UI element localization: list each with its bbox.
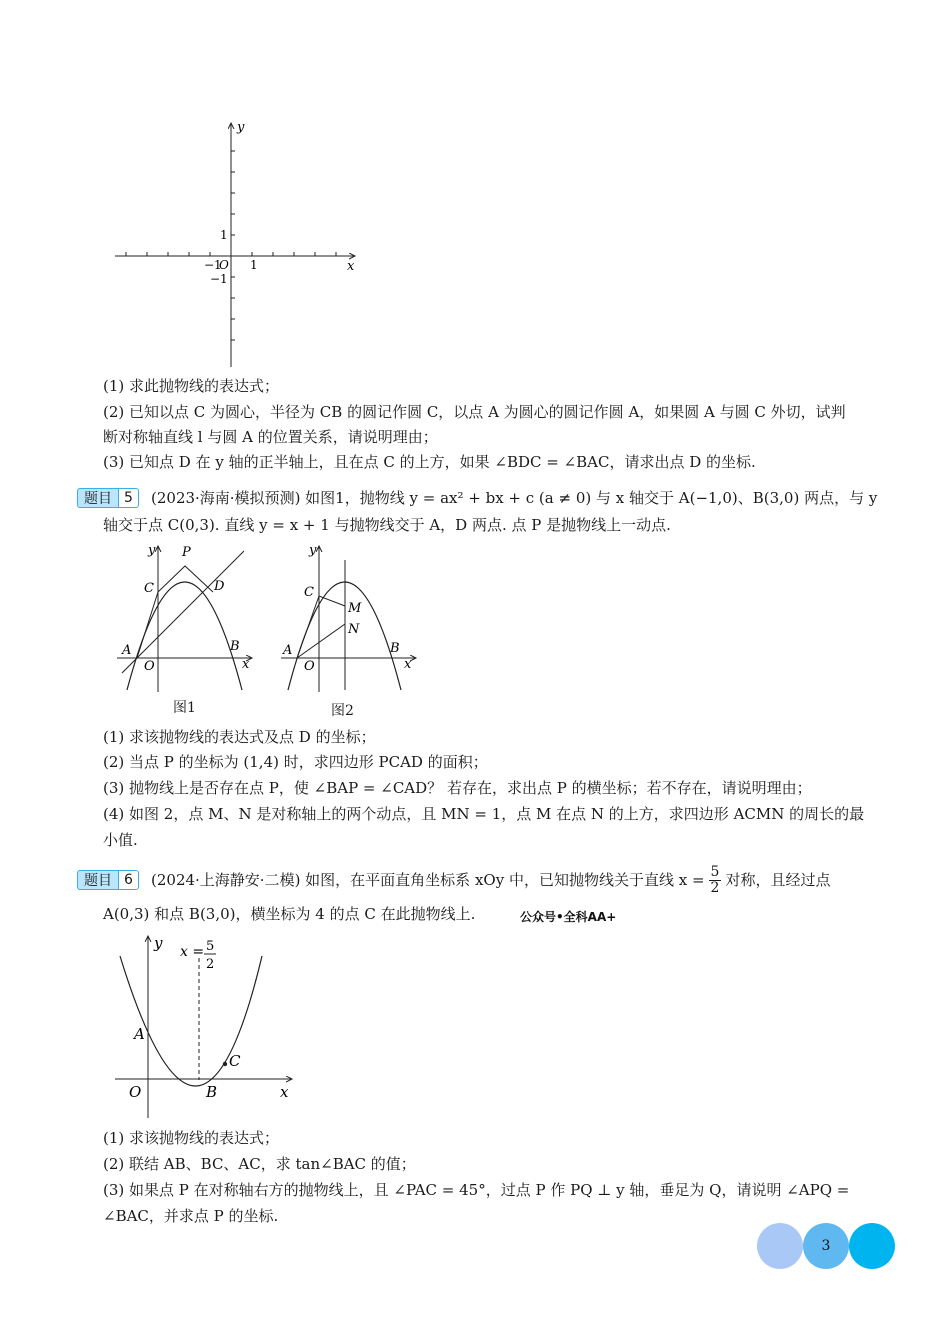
fig2-label-C: C [304,585,314,600]
fig2-label-N: N [348,622,360,637]
problem-5-tag [77,488,139,508]
fraction-numerator: 5 [710,863,720,880]
origin-label: O [219,258,229,272]
p4-question-2-line1: (2) 已知以点 C 为圆心，半径为 CB 的圆记作圆 C，以点 A 为圆心的圆记作圆 A，如果圆 A 与圆 C 外切，试判 [103,403,846,421]
fig1-label-x: x [242,657,250,672]
empty-coordinate-grid [110,115,370,375]
p6-stem-line2: A(0,3) 和点 B(3,0)，横坐标为 4 的点 C 在此抛物线上. [103,905,476,923]
p5-question-2: (2) 当点 P 的坐标为 (1,4) 时，求四边形 PCAD 的面积； [103,753,488,771]
fig1-label-D: D [214,579,225,594]
fig1-label-B: B [230,639,240,654]
p6-fig-label-y: y [154,934,163,952]
p5-stem-line2: 轴交于点 C(0,3). 直线 y = x + 1 与抛物线交于 A，D 两点. 点 P 是抛物线上一动点. [103,516,671,534]
fig1-label-O: O [144,659,155,674]
fig1-label-y: y [148,543,156,558]
tick-label-y-minus1: −1 [210,272,228,286]
p6-stem-post: 对称，且经过点 [725,871,831,889]
p6-fig-label-A: A [134,1025,145,1043]
p6-fig-label-C: C [229,1052,241,1070]
fig1-label-P: P [182,545,191,560]
p4-question-1: (1) 求此抛物线的表达式； [103,377,280,395]
p5-question-1: (1) 求该抛物线的表达式及点 D 的坐标； [103,728,376,746]
p6-fig-label-B: B [206,1083,218,1101]
fig1-label-A: A [122,643,132,658]
p6-fig-line-x: x = [180,944,205,960]
p5-question-3: (3) 抛物线上是否存在点 P，使 ∠BAP = ∠CAD？ 若存在，求出点 P 的横坐标；若不存在，请说明理由； [103,779,812,797]
p6-stem-fraction [709,865,722,896]
p5-question-4-line2: 小值. [103,831,138,849]
p6-fig-label-O: O [129,1083,142,1101]
axis-y-label: y [237,120,245,135]
axis-x-label: x [347,259,355,274]
fig1-label-C: C [144,581,154,596]
p4-question-3: (3) 已知点 D 在 y 轴的正半轴上，且在点 C 的上方，如果 ∠BDC = ∠BAC，请求出点 D 的坐标. [103,453,756,471]
p6-stem-pre: (2024·上海静安·二模) 如图，在平面直角坐标系 xOy 中，已知抛物线关于直线 x = [151,871,705,889]
p5-question-4-line1: (4) 如图 2，点 M、N 是对称轴上的两个动点，且 MN = 1，点 M 在点 N 的上方，求四边形 ACMN 的周长的最 [103,805,865,823]
fig2-label-O: O [304,659,315,674]
fraction-denominator: 2 [710,879,720,896]
p5-figure-2 [276,540,426,720]
p6-question-1: (1) 求该抛物线的表达式； [103,1129,280,1147]
tick-label-x-minus1: −1 [204,258,222,272]
fig1-caption: 图1 [173,700,196,716]
problem-tag-label: 题目 [77,488,118,508]
tick-label-x-1: 1 [250,258,258,272]
fig2-caption: 图2 [331,703,354,719]
p6-question-2: (2) 联结 AB、BC、AC，求 tan∠BAC 的值； [103,1155,416,1173]
p6-fig-label-x: x [280,1083,289,1101]
p6-figure [110,930,310,1130]
fig2-label-y: y [309,543,317,558]
p6-fig-line-num: 5 [206,939,215,954]
page-number-badge [803,1223,849,1269]
page-number: 3 [821,1238,831,1254]
fig2-label-M: M [348,601,362,616]
p5-stem-line1: (2023·海南·模拟预测) 如图1，抛物线 y = ax² + bx + c (a ≠ 0) 与 x 轴交于 A(−1,0)、B(3,0) 两点，与 y [151,489,878,507]
p6-question-3-line1: (3) 如果点 P 在对称轴右方的抛物线上，且 ∠PAC = 45°，过点 P 作 PQ ⊥ y 轴，垂足为 Q，请说明 ∠APQ = [103,1181,850,1199]
p6-fig-line-den: 2 [206,957,215,972]
fig2-label-x: x [404,657,412,672]
page-circle-bright [849,1223,895,1269]
problem-tag-number: 5 [118,488,139,508]
problem-tag-label: 题目 [77,870,118,890]
problem-tag-number: 6 [118,870,139,890]
p6-question-3-line2: ∠BAC，并求点 P 的坐标. [103,1207,279,1225]
fig2-label-A: A [283,643,293,658]
problem-6-tag [77,870,139,890]
p6-stem-line1 [151,862,830,898]
p4-question-2-line2: 断对称轴直线 l 与圆 A 的位置关系，请说明理由； [103,428,438,446]
tick-label-y-1: 1 [220,228,228,242]
fig2-label-B: B [390,641,400,656]
watermark: 公众号•全科AA+ [520,910,617,924]
p5-figure-1 [112,540,262,720]
page-circle-light [757,1223,803,1269]
